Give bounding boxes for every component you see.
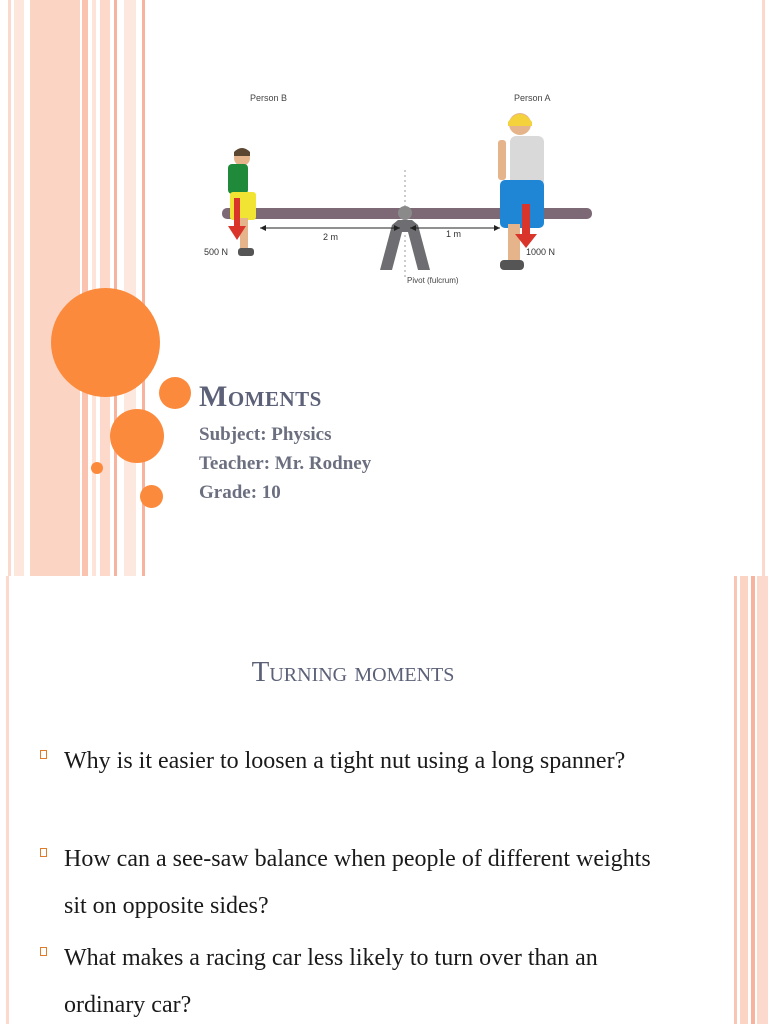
force-a-label: 1000 N: [526, 247, 556, 257]
distance-a-label: 1 m: [446, 229, 462, 239]
bullet-icon: [40, 947, 47, 956]
decor-stripe: [757, 576, 768, 1024]
decor-stripe: [734, 576, 737, 1024]
decor-stripe: [124, 0, 136, 576]
seesaw-diagram: [190, 80, 610, 300]
decor-stripe: [762, 0, 765, 576]
bullet-icon: [40, 848, 47, 857]
decor-circle: [140, 485, 163, 508]
decor-stripe: [8, 0, 11, 576]
decor-circle: [110, 409, 164, 463]
force-b-arrow: [234, 198, 240, 226]
pivot-label: Pivot (fulcrum): [407, 276, 459, 285]
bullet-text: What makes a racing car less likely to turn over than an ordinary car?: [64, 945, 598, 1018]
person-b-figure: [228, 148, 256, 256]
teacher-line: Teacher: Mr. Rodney: [199, 453, 372, 474]
bullet-icon: [40, 750, 47, 759]
subject-line: Subject: Physics: [199, 424, 332, 445]
decor-circle-large: [51, 288, 160, 397]
bullet-text: Why is it easier to loosen a tight nut using a long spanner?: [64, 748, 626, 774]
force-a-arrow: [522, 204, 530, 234]
decor-stripe: [6, 576, 9, 1024]
arrow-head: [260, 225, 266, 231]
person-b-label: Person B: [250, 93, 288, 103]
decor-stripe: [82, 0, 88, 576]
content-slide: [0, 576, 768, 1024]
decor-stripe: [740, 576, 748, 1024]
grade-line: Grade: 10: [199, 482, 281, 503]
decor-circle: [159, 377, 191, 409]
slide-title: Moments: [199, 380, 322, 413]
bullet-text: How can a see-saw balance when people of different weights sit on opposite sides?: [64, 846, 651, 919]
slide-title: Turning moments: [251, 656, 455, 688]
distance-b-label: 2 m: [323, 232, 339, 242]
decor-stripe: [30, 0, 80, 576]
arrow-head: [494, 225, 500, 231]
decor-stripe: [14, 0, 24, 576]
decor-circle-small: [91, 462, 103, 474]
person-a-label: Person A: [514, 93, 551, 103]
pivot-point: [398, 206, 412, 220]
force-b-label: 500 N: [204, 247, 229, 257]
decor-stripe: [751, 576, 755, 1024]
